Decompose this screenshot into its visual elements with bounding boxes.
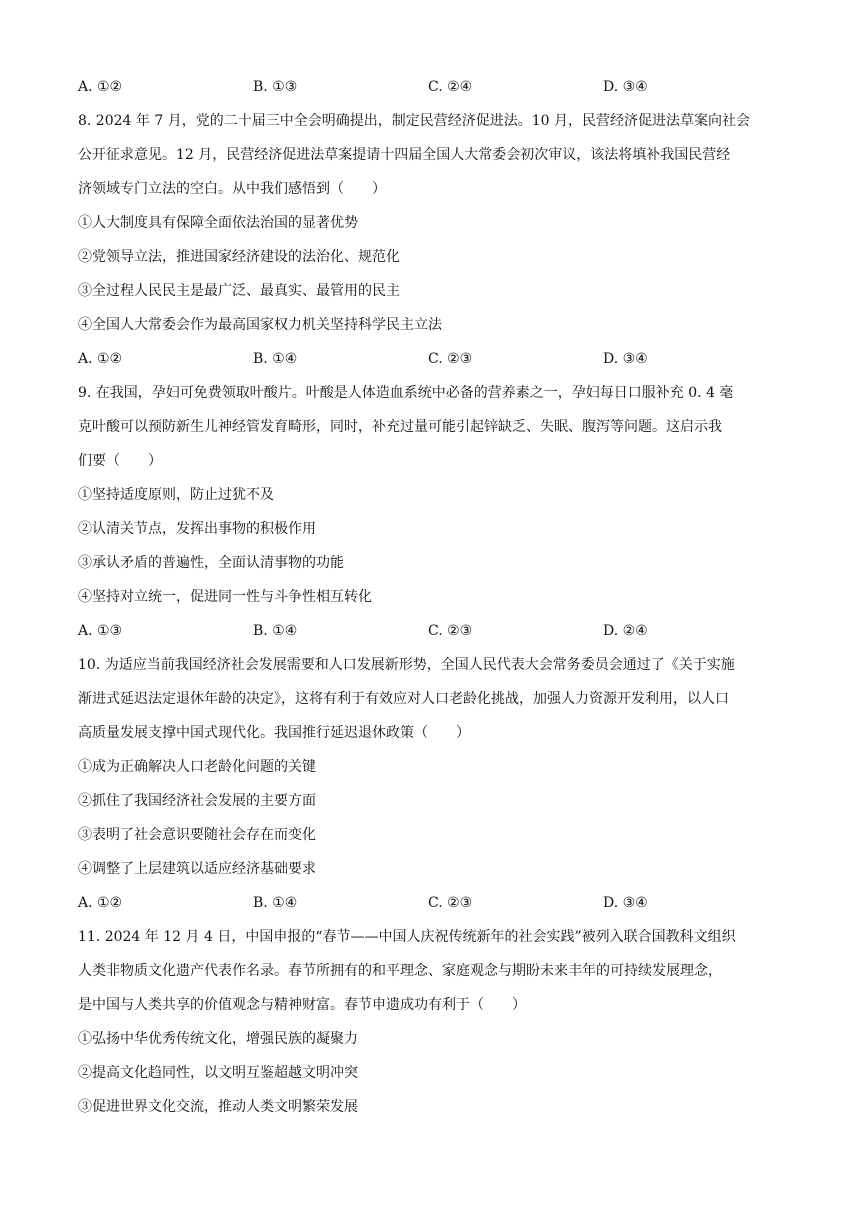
q8-option-a[interactable]: A. ①② bbox=[78, 351, 123, 367]
q11-item-3: ③促进世界文化交流，推动人类文明繁荣发展 bbox=[78, 1099, 358, 1115]
q8-item-4: ④全国人大常委会作为最高国家权力机关坚持科学民主立法 bbox=[78, 317, 442, 333]
q7-option-a[interactable]: A. ①② bbox=[78, 79, 123, 95]
stem-line: 济领域专门立法的空白。从中我们感悟到（ ） bbox=[78, 181, 386, 197]
q10-item-1: ①成为正确解决人口老龄化问题的关键 bbox=[78, 759, 316, 775]
q9-option-b[interactable]: B. ①④ bbox=[253, 623, 298, 639]
q11-item-2: ②提高文化趋同性，以文明互鉴超越文明冲突 bbox=[78, 1065, 358, 1081]
q9-item-4: ④坚持对立统一，促进同一性与斗争性相互转化 bbox=[78, 589, 372, 605]
question-10-stem bbox=[78, 648, 784, 750]
q9-option-a[interactable]: A. ①③ bbox=[78, 623, 123, 639]
q8-item-1: ①人大制度具有保障全面依法治国的显著优势 bbox=[78, 215, 358, 231]
question-9-stem bbox=[78, 376, 784, 478]
q8-option-c[interactable]: C. ②③ bbox=[428, 351, 473, 367]
q11-item-1: ①弘扬中华优秀传统文化，增强民族的凝聚力 bbox=[78, 1031, 358, 1047]
q9-option-c[interactable]: C. ②③ bbox=[428, 623, 473, 639]
stem-line: 克叶酸可以预防新生儿神经管发育畸形，同时，补充过量可能引起锌缺乏、失眠、腹泻等问题。这启示我 bbox=[78, 419, 722, 435]
q9-item-1: ①坚持适度原则，防止过犹不及 bbox=[78, 487, 274, 503]
q10-option-a[interactable]: A. ①② bbox=[78, 895, 123, 911]
q10-item-2: ②抓住了我国经济社会发展的主要方面 bbox=[78, 793, 316, 809]
stem-line: 11. 2024 年 12 月 4 日，中国申报的“春节——中国人庆祝传统新年的社会实践”被列入联合国教科文组织 bbox=[78, 929, 736, 945]
stem-line: 们要（ ） bbox=[78, 453, 162, 469]
stem-line: 人类非物质文化遗产代表作名录。春节所拥有的和平理念、家庭观念与期盼未来丰年的可持续发展理念， bbox=[78, 963, 722, 979]
exam-page bbox=[78, 70, 784, 1124]
q9-item-3: ③承认矛盾的普遍性，全面认清事物的功能 bbox=[78, 555, 344, 571]
q9-item-2: ②认清关节点，发挥出事物的积极作用 bbox=[78, 521, 316, 537]
q7-option-b[interactable]: B. ①③ bbox=[253, 79, 298, 95]
stem-line: 是中国与人类共享的价值观念与精神财富。春节申遗成功有利于（ ） bbox=[78, 997, 526, 1013]
q10-options bbox=[78, 886, 784, 920]
q9-options bbox=[78, 614, 784, 648]
q7-option-d[interactable]: D. ③④ bbox=[603, 79, 648, 95]
q8-item-3: ③全过程人民民主是最广泛、最真实、最管用的民主 bbox=[78, 283, 400, 299]
q7-options bbox=[78, 70, 784, 104]
q10-item-4: ④调整了上层建筑以适应经济基础要求 bbox=[78, 861, 316, 877]
stem-line: 9. 在我国，孕妇可免费领取叶酸片。叶酸是人体造血系统中必备的营养素之一，孕妇每日口服补充 0. 4 毫 bbox=[78, 385, 734, 401]
q10-item-3: ③表明了社会意识要随社会存在而变化 bbox=[78, 827, 316, 843]
q8-options bbox=[78, 342, 784, 376]
q10-option-b[interactable]: B. ①④ bbox=[253, 895, 298, 911]
stem-line: 8. 2024 年 7 月，党的二十届三中全会明确提出，制定民营经济促进法。10 月，民营经济促进法草案向社会 bbox=[78, 113, 750, 129]
stem-line: 10. 为适应当前我国经济社会发展需要和人口发展新形势，全国人民代表大会常务委员会通过了《关于实施 bbox=[78, 657, 735, 673]
q7-option-c[interactable]: C. ②④ bbox=[428, 79, 473, 95]
stem-line: 公开征求意见。12 月，民营经济促进法草案提请十四届全国人大常委会初次审议，该法将填补我国民营经 bbox=[78, 147, 731, 163]
stem-line: 高质量发展支撑中国式现代化。我国推行延迟退休政策（ ） bbox=[78, 725, 470, 741]
q8-option-b[interactable]: B. ①④ bbox=[253, 351, 298, 367]
q8-option-d[interactable]: D. ③④ bbox=[603, 351, 648, 367]
question-8-stem bbox=[78, 104, 784, 206]
q9-option-d[interactable]: D. ②④ bbox=[603, 623, 648, 639]
question-11-stem bbox=[78, 920, 784, 1022]
q10-option-d[interactable]: D. ③④ bbox=[603, 895, 648, 911]
q8-item-2: ②党领导立法，推进国家经济建设的法治化、规范化 bbox=[78, 249, 400, 265]
stem-line: 渐进式延迟法定退休年龄的决定》，这将有利于有效应对人口老龄化挑战，加强人力资源开发利用，以人口 bbox=[78, 691, 729, 707]
q10-option-c[interactable]: C. ②③ bbox=[428, 895, 473, 911]
